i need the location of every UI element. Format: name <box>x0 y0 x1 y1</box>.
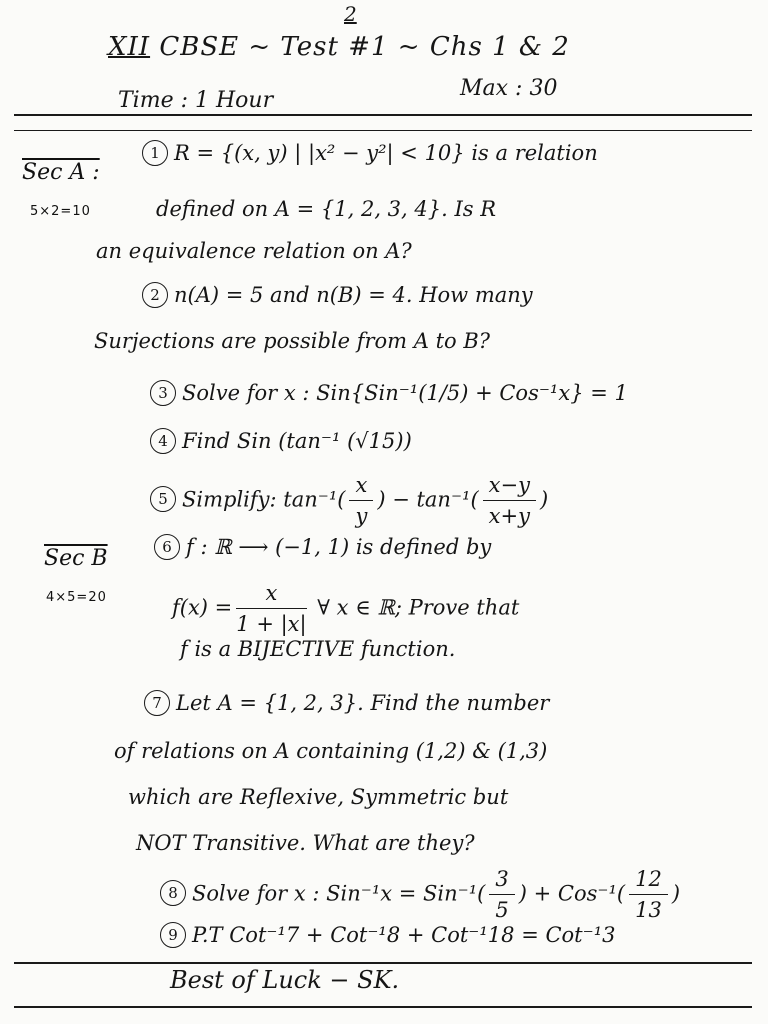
question-number: 7 <box>144 690 170 716</box>
header-rule-top <box>14 114 752 116</box>
question-text-line: Solve for x : Sin{Sin⁻¹(1/5) + Cos⁻¹x} = 1 <box>182 381 628 405</box>
function-fraction: $\frac{x}{1 + |x|}$ <box>236 581 307 637</box>
question-6 <box>154 534 491 560</box>
question-text-mid: − tan⁻¹ <box>385 487 471 512</box>
exam-title-text: CBSE ~ Test #1 ~ Chs 1 & 2 <box>159 32 570 62</box>
footer-signoff: Best of Luck − SK. <box>170 966 400 994</box>
question-6-function <box>172 580 519 638</box>
question-text-line: n(A) = 5 and n(B) = 4. How many <box>174 283 533 307</box>
question-1-line-3: an equivalence relation on A? <box>96 239 412 263</box>
question-number: 1 <box>142 140 168 166</box>
page-number: 2 <box>344 2 357 26</box>
header-rule-bottom <box>14 130 752 131</box>
question-7-line-3: which are Reflexive, Symmetric but <box>128 785 509 809</box>
function-lead: f(x) = <box>172 595 233 620</box>
footer-rule-top <box>14 962 752 964</box>
question-number: 2 <box>142 282 168 308</box>
question-2-line-2: Surjections are possible from A to B? <box>94 329 491 353</box>
fraction-3-over-5: $\frac{3}{5}$ <box>489 866 514 924</box>
question-7-line-4: NOT Transitive. What are they? <box>136 831 475 855</box>
question-7-line-2: of relations on A containing (1,2) & (1,3) <box>114 739 548 763</box>
question-text-line: Find Sin (tan⁻¹ (√15)) <box>182 429 412 453</box>
class-tag: XII <box>108 32 151 62</box>
section-b-marks: 4×5=20 <box>46 590 107 605</box>
function-tail: ∀ x ∈ ℝ; Prove that <box>317 595 520 620</box>
question-7 <box>144 690 549 716</box>
question-number: 4 <box>150 428 176 454</box>
fraction-12-over-13: $\frac{12}{13}$ <box>629 866 668 924</box>
question-text-line: P.T Cot⁻¹7 + Cot⁻¹8 + Cot⁻¹18 = Cot⁻¹3 <box>192 923 616 947</box>
question-6-line-3: f is a BIJECTIVE function. <box>180 637 456 661</box>
fraction-x-minus-y-over-x-plus-y: $\frac{x-y}{x+y}$ <box>483 472 536 530</box>
question-2 <box>142 282 533 308</box>
question-9 <box>160 922 616 948</box>
question-number: 6 <box>154 534 180 560</box>
question-3 <box>150 380 628 406</box>
question-text-lead: Simplify: tan⁻¹ <box>182 487 338 512</box>
exam-title <box>108 32 570 62</box>
question-text-line: f : ℝ ⟶ (−1, 1) is defined by <box>186 535 492 559</box>
section-a-label: Sec A : <box>22 160 100 185</box>
question-number: 5 <box>150 486 176 512</box>
question-text-mid: + Cos⁻¹ <box>526 881 617 906</box>
section-b-label: Sec B <box>44 546 108 571</box>
question-text-line: Let A = {1, 2, 3}. Find the number <box>176 691 550 715</box>
question-number: 8 <box>160 880 186 906</box>
fraction-x-over-y: $\frac{x}{y}$ <box>349 472 373 530</box>
question-8: 8 Solve for x : Sin⁻¹x = Sin⁻¹( $\frac{3}{5}$ ) + Cos⁻¹( $\frac{12}{13}$ ) <box>160 866 680 924</box>
question-number: 9 <box>160 922 186 948</box>
question-text-line: R = {(x, y) | |x² − y²| < 10} is a relation <box>174 141 598 165</box>
question-5: 5 Simplify: tan⁻¹( $\frac{x}{y}$ ) − tan⁻¹( $\frac{x-y}{x+y}$ ) <box>150 472 548 530</box>
time-label: Time : 1 Hour <box>118 88 274 113</box>
question-number: 3 <box>150 380 176 406</box>
max-marks-label: Max : 30 <box>460 76 558 101</box>
footer-rule-bottom <box>14 1006 752 1008</box>
question-1 <box>142 140 598 166</box>
question-4 <box>150 428 412 454</box>
section-a-marks: 5×2=10 <box>30 204 91 219</box>
question-text-lead: Solve for x : Sin⁻¹x = Sin⁻¹ <box>192 881 478 906</box>
question-1-line-2: defined on A = {1, 2, 3, 4}. Is R <box>156 197 497 221</box>
